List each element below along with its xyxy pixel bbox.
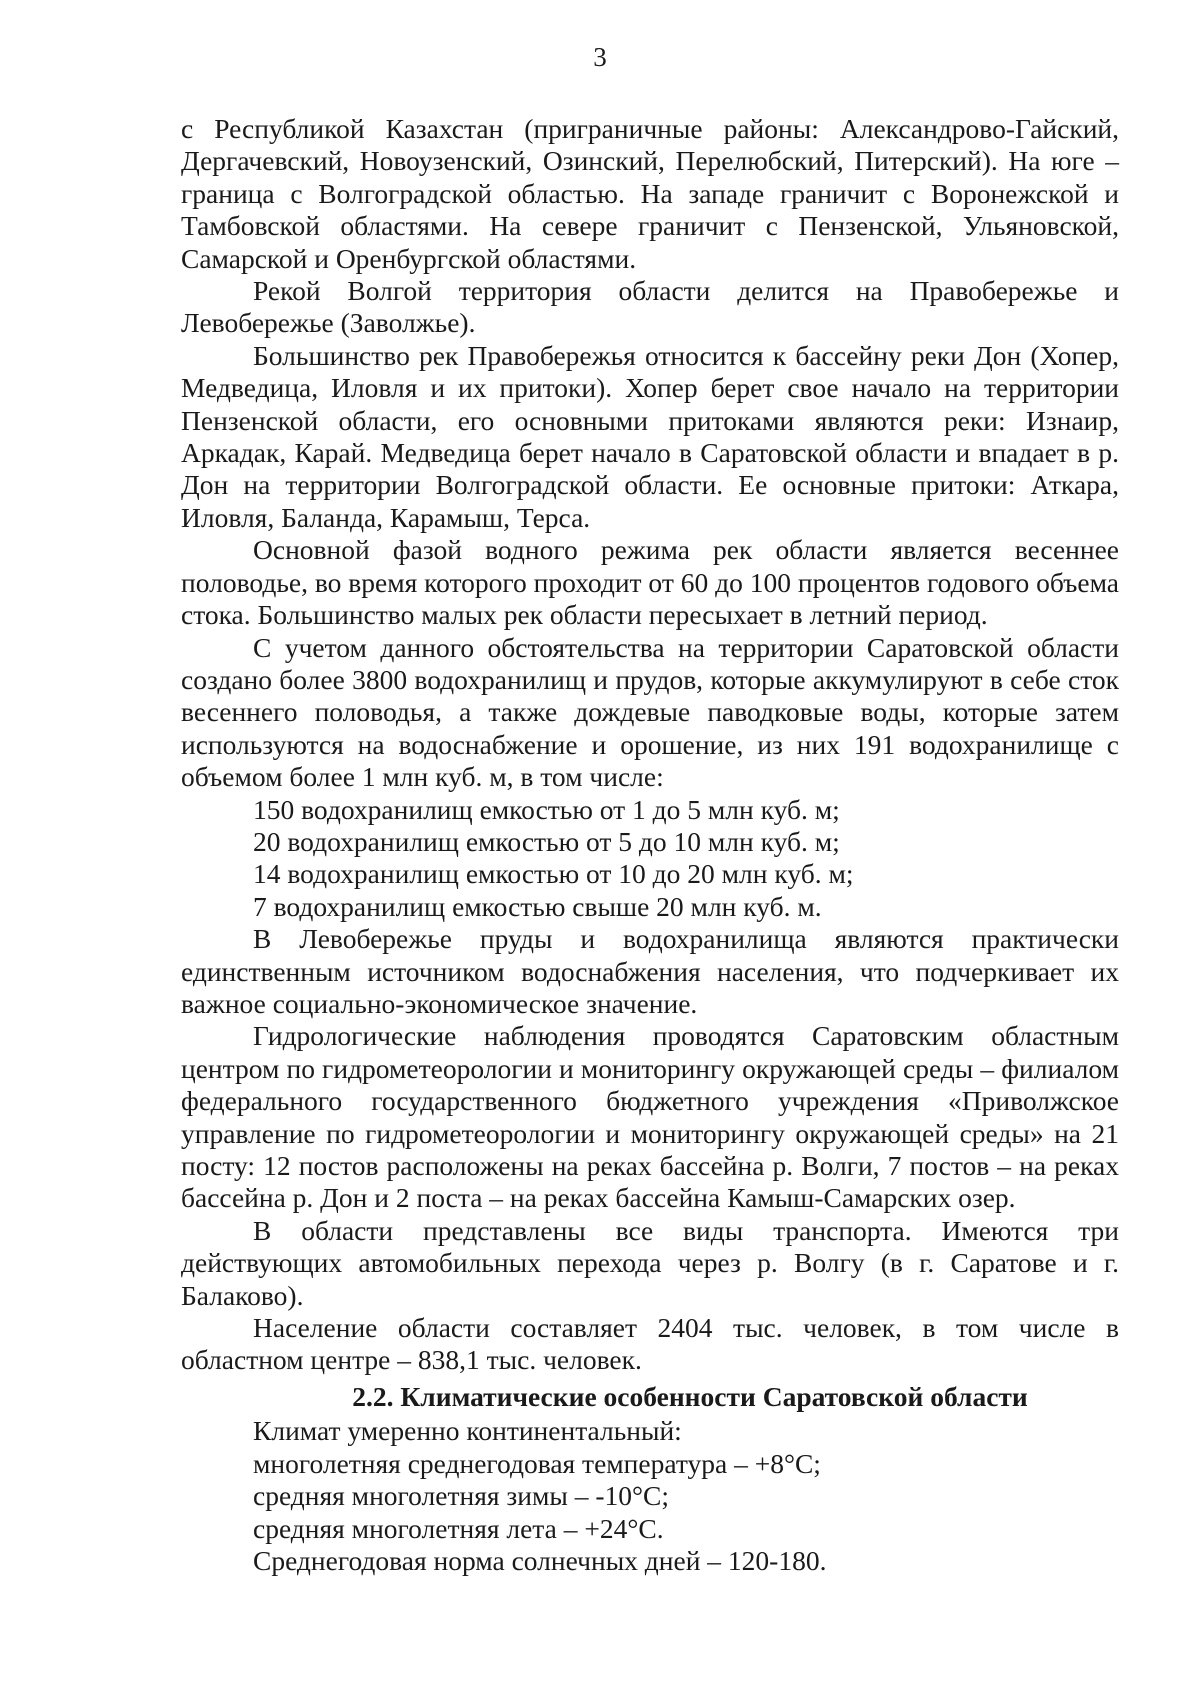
climate-line: Среднегодовая норма солнечных дней – 120-180. xyxy=(253,1545,827,1577)
paragraph-right-bank-rivers: Большинство рек Правобережья относится к бассейну реки Дон (Хопер, Медведица, Иловля и их притоки). Хопер берет свое начало на территории Пензенской области, его основными притоками являются реки: Изнаир, Аркадак, Карай. Медведица берет начало в Саратовской области и впадает в р. Дон на территории Волгоградской области. Ее основные притоки: Аткара, Иловля, Баланда, Карамыш, Терса. xyxy=(181,339,1119,533)
section-heading: 2.2. Климатические особенности Саратовской области xyxy=(352,1381,1028,1412)
list-item: 7 водохранилищ емкостью свыше 20 млн куб. м. xyxy=(253,890,822,922)
list-item: 150 водохранилищ емкостью от 1 до 5 млн куб. м; xyxy=(253,793,840,825)
paragraph-reservoirs: С учетом данного обстоятельства на территории Саратовской области создано более 3800 водохранилищ и прудов, которые аккумулируют в себе сток весеннего половодья, а также дождевые паводковые воды, которые затем используются на водоснабжение и орошение, из них 191 водохранилище с объемом более 1 млн куб. м, в том числе: xyxy=(181,631,1119,793)
paragraph-volga-division: Рекой Волгой территория области делится на Правобережье и Левобережье (Заволжье). xyxy=(181,275,1119,339)
climate-line: Климат умеренно континентальный: xyxy=(253,1415,682,1447)
climate-line: многолетняя среднегодовая температура – +8°С; xyxy=(253,1447,821,1479)
page-number: 3 xyxy=(593,42,607,72)
paragraph-transport: В области представлены все виды транспорта. Имеются три действующих автомобильных перехода через р. Волгу (в г. Саратове и г. Балаково). xyxy=(181,1214,1119,1311)
document-body xyxy=(181,113,1119,1377)
paragraph-borders: с Республикой Казахстан (приграничные районы: Александрово-Гайский, Дергачевский, Новоузенский, Озинский, Перелюбский, Питерский). На юге – граница с Волгоградской областью. На западе граничит с Воронежской и Тамбовской областями. На севере граничит с Пензенской, Ульяновской, Самарской и Оренбургской областями. xyxy=(181,113,1119,274)
climate-line: средняя многолетняя лета – +24°С. xyxy=(253,1512,664,1544)
paragraph-left-bank-ponds: В Левобережье пруды и водохранилища являются практически единственным источником водоснабжения населения, что подчеркивает их важное социально-экономическое значение. xyxy=(181,923,1119,1019)
list-item: 14 водохранилищ емкостью от 10 до 20 млн куб. м; xyxy=(253,858,854,890)
climate-line: средняя многолетняя зимы – -10°С; xyxy=(253,1480,669,1512)
paragraph-population: Население области составляет 2404 тыс. человек, в том числе в областном центре – 838,1 тыс. человек. xyxy=(181,1312,1119,1376)
paragraph-hydrological-observations: Гидрологические наблюдения проводятся Саратовским областным центром по гидрометеорологии и мониторингу окружающей среды – филиалом федерального государственного бюджетного учреждения «Приволжское управление по гидрометеорологии и мониторингу окружающей среды» на 21 посту: 12 постов расположены на реках бассейна р. Волги, 7 постов – на реках бассейна р. Дон и 2 поста – на реках бассейна Камыш-Самарских озер. xyxy=(181,1020,1119,1214)
climate-section xyxy=(181,1381,1119,1577)
list-item: 20 водохранилищ емкостью от 5 до 10 млн куб. м; xyxy=(253,825,840,857)
paragraph-water-regime: Основной фазой водного режима рек области является весеннее половодье, во время которого проходит от 60 до 100 процентов годового объема стока. Большинство малых рек области пересыхает в летний период. xyxy=(181,534,1119,631)
